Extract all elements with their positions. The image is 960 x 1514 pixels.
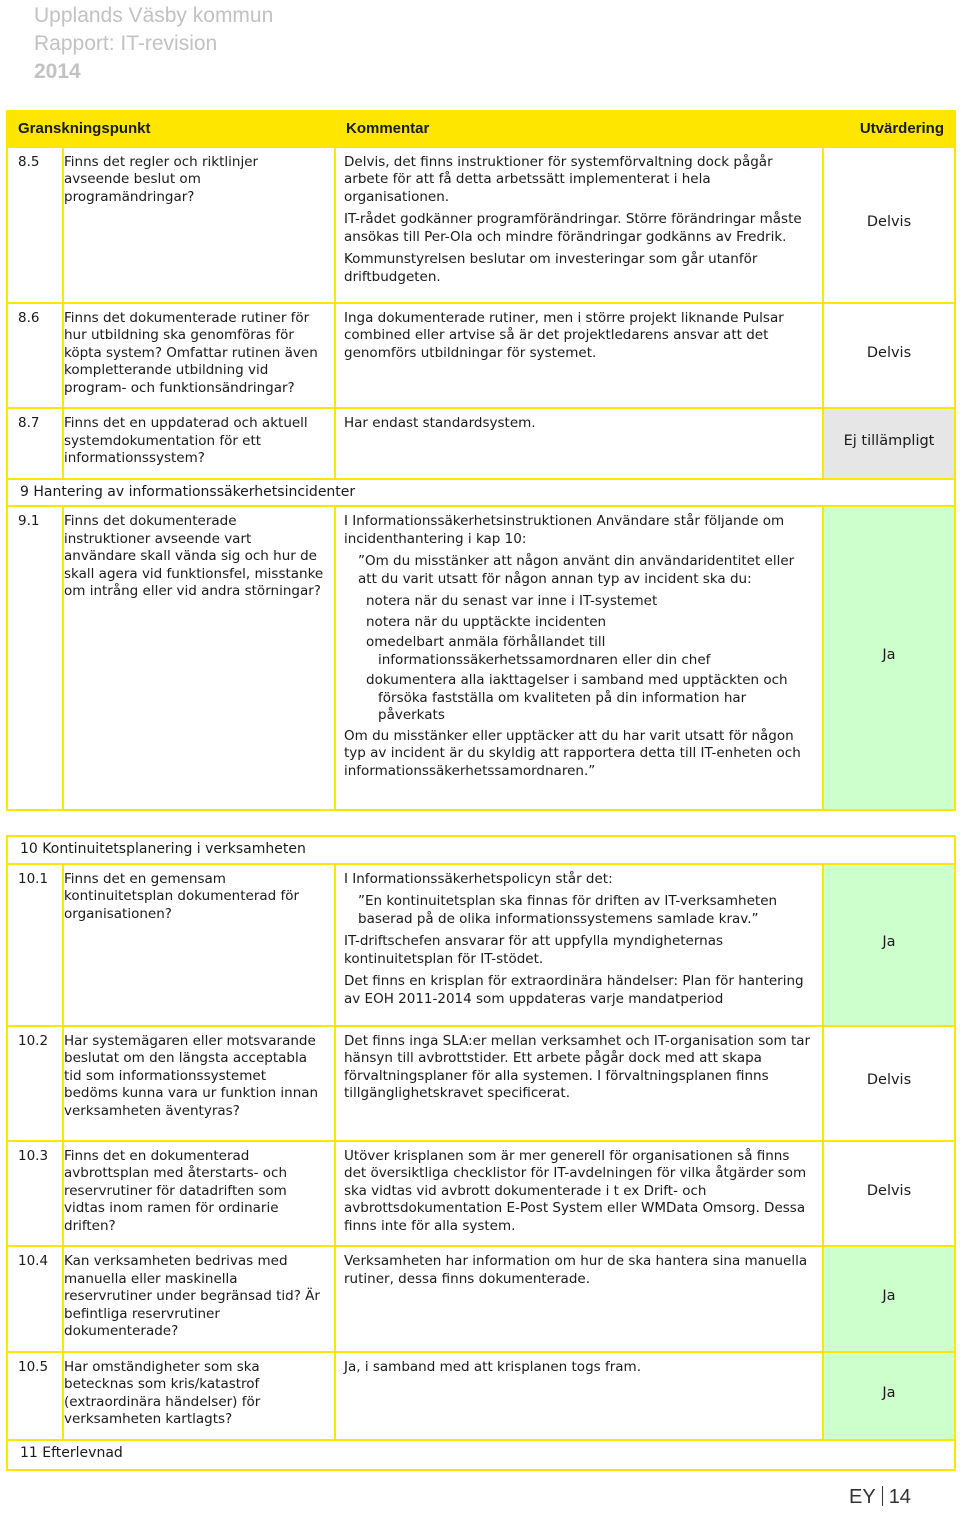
table-row — [7, 1141, 955, 1247]
bullet-continuation: försöka fastställa om kvaliteten på din information har påverkats — [378, 689, 747, 723]
row-question: Finns det en gemensam kontinuitetsplan dokumenterad för organisationen? — [63, 864, 335, 1026]
row-comment — [335, 408, 823, 479]
comment-bullet — [344, 614, 812, 632]
row-comment — [335, 506, 823, 810]
row-number: 9.1 — [7, 506, 63, 810]
row-question: Har systemägaren eller motsvarande beslutat om den längsta acceptabla tid som informationssystemet bedöms kunna vara ur funktion innan verksamheten äventyras? — [63, 1026, 335, 1141]
bullet-text: omedelbart anmäla förhållandet till — [366, 634, 606, 650]
row-comment — [335, 1352, 823, 1440]
row-number: 10.3 — [7, 1141, 63, 1247]
row-question: Finns det dokumenterade rutiner för hur utbildning ska genomföras för köpta system? Omfattar rutinen även kompletterande utbildning vid program- och funktionsändringar? — [63, 303, 335, 409]
row-comment — [335, 303, 823, 409]
comment-quote: ”Om du misstänker att någon använt din användaridentitet eller att du varit utsatt för någon annan typ av incident ska du: — [358, 553, 795, 587]
spacer-row — [7, 810, 955, 836]
row-comment — [335, 1141, 823, 1247]
comment-paragraph: Verksamheten har information om hur de ska hantera sina manuella rutiner, dessa finns dokumenterade. — [344, 1253, 808, 1287]
table-row — [7, 1352, 955, 1440]
row-comment — [335, 864, 823, 1026]
comment-paragraph: Utöver krisplanen som är mer generell för organisationen så finns det översiktliga checklistor för IT-avdelningen för vilka åtgärder som ska vidtas vid avbrott dokumenterade i t ex Drift- och avbrottsdokumentation E-Post System eller WMData Omsorg. Dessa finns inte för alla system. — [344, 1147, 807, 1234]
evaluation-cell: Delvis — [823, 303, 955, 409]
row-number: 8.5 — [7, 147, 63, 303]
column-header-comment: Kommentar — [335, 111, 823, 147]
row-number: 10.5 — [7, 1352, 63, 1440]
section-title: 11 Efterlevnad — [7, 1440, 955, 1470]
footer-brand: EY — [849, 1486, 876, 1508]
row-question: Finns det regler och riktlinjer avseende beslut om programändringar? — [63, 147, 335, 303]
column-header-evaluation: Utvärdering — [823, 111, 955, 147]
evaluation-cell: Ja — [823, 1246, 955, 1352]
section-heading-row — [7, 479, 955, 507]
comment-paragraph: Delvis, det finns instruktioner för systemförvaltning dock pågår arbete för att få detta arbetssätt implementerat i hela organisationen. — [344, 153, 773, 205]
column-header-point: Granskningspunkt — [7, 111, 335, 147]
row-number: 8.6 — [7, 303, 63, 409]
row-comment — [335, 1246, 823, 1352]
comment-paragraph: IT-driftschefen ansvarar för att uppfylla myndigheternas kontinuitetsplan för IT-stödet. — [344, 933, 724, 967]
table-row — [7, 408, 955, 479]
comment-paragraph: IT-rådet godkänner programförändringar. Större förändringar måste ansökas till Per-Ola och mindre förändringar godkänns av Fredrik. — [344, 211, 802, 245]
row-number: 10.4 — [7, 1246, 63, 1352]
header-report-title: Rapport: IT-revision — [34, 32, 218, 55]
comment-paragraph: I Informationssäkerhetsinstruktionen Användare står följande om incidenthantering i kap 10: — [344, 513, 785, 547]
section-heading-row — [7, 836, 955, 864]
table-header-row — [7, 111, 955, 147]
header-year: 2014 — [34, 60, 81, 83]
row-question: Har omständigheter som ska betecknas som kris/katastrof (extraordinära händelser) för verksamheten kartlagts? — [63, 1352, 335, 1440]
row-question: Finns det en dokumenterad avbrottsplan med återstarts- och reservrutiner för datadriften som vidtas inom ramen för ordinarie driften? — [63, 1141, 335, 1247]
evaluation-cell: Ja — [823, 864, 955, 1026]
table-row — [7, 506, 955, 810]
bullet-text: notera när du upptäckte incidenten — [366, 613, 607, 630]
comment-bullet — [344, 593, 812, 611]
evaluation-cell: Delvis — [823, 147, 955, 303]
comment-paragraph: Kommunstyrelsen beslutar om investeringar som går utanför driftbudgeten. — [344, 251, 758, 285]
audit-table — [6, 110, 956, 1471]
comment-paragraph: Har endast standardsystem. — [344, 415, 536, 431]
evaluation-cell: Ja — [823, 506, 955, 810]
row-question: Finns det dokumenterade instruktioner avseende vart användare skall vända sig och hur de skall agera vid funktionsfel, misstanke om intrång eller vid andra störningar? — [63, 506, 335, 810]
evaluation-cell: Delvis — [823, 1026, 955, 1141]
comment-paragraph: Om du misstänker eller upptäcker att du har varit utsatt för någon typ av incident är du skyldig att rapportera detta till IT-enheten och informationssäkerhetssamordnaren.” — [344, 727, 801, 779]
page-footer — [849, 1486, 911, 1509]
evaluation-cell: Ej tillämpligt — [823, 408, 955, 479]
table-row — [7, 1026, 955, 1141]
row-number: 10.1 — [7, 864, 63, 1026]
table-row — [7, 1246, 955, 1352]
comment-quote: ”En kontinuitetsplan ska finnas för driften av IT-verksamheten baserad på de olika informationssystemens samlade krav.” — [358, 893, 778, 927]
row-comment — [335, 1026, 823, 1141]
row-question: Kan verksamheten bedrivas med manuella eller maskinella reservrutiner under begränsad tid? Är befintliga reservrutiner dokumenterade? — [63, 1246, 335, 1352]
header-municipality: Upplands Väsby kommun — [34, 4, 274, 27]
row-number: 8.7 — [7, 408, 63, 479]
document-header — [34, 2, 273, 86]
section-title: 9 Hantering av informationssäkerhetsincidenter — [7, 479, 955, 507]
comment-paragraph: Ja, i samband med att krisplanen togs fram. — [344, 1358, 641, 1375]
comment-paragraph: Det finns en krisplan för extraordinära händelser: Plan för hantering av EOH 2011-2014 som uppdateras varje mandatperiod — [344, 973, 804, 1007]
comment-bullet — [344, 634, 812, 669]
evaluation-cell: Ja — [823, 1352, 955, 1440]
bullet-text: notera när du senast var inne i IT-systemet — [366, 593, 658, 609]
comment-paragraph: Det finns inga SLA:er mellan verksamhet och IT-organisation som tar hänsyn till avbrottstider. Ett arbete pågår dock med att skapa förvaltningsplaner för alla systemen. I förvaltningsplanen finns tillgänglighetskravet specificerat. — [344, 1032, 811, 1101]
comment-paragraph: I Informationssäkerhetspolicyn står det: — [344, 870, 613, 887]
comment-paragraph: Inga dokumenterade rutiner, men i större projekt liknande Pulsar combined eller artvise så är det projektledarens ansvar att det genomförs utbildningar för systemet. — [344, 309, 784, 361]
bullet-continuation: informationssäkerhetssamordnaren eller din chef — [378, 651, 711, 668]
table-row — [7, 147, 955, 303]
comment-bullet — [344, 672, 812, 725]
table-row — [7, 864, 955, 1026]
table-row — [7, 303, 955, 409]
row-question: Finns det en uppdaterad och aktuell systemdokumentation för ett informationssystem? — [63, 408, 335, 479]
section-title: 10 Kontinuitetsplanering i verksamheten — [7, 836, 955, 864]
bullet-text: dokumentera alla iakttagelser i samband med upptäckten och — [366, 672, 788, 688]
footer-page-number: 14 — [888, 1486, 911, 1508]
footer-divider — [882, 1486, 883, 1506]
section-heading-row — [7, 1440, 955, 1470]
evaluation-cell: Delvis — [823, 1141, 955, 1247]
row-number: 10.2 — [7, 1026, 63, 1141]
row-comment — [335, 147, 823, 303]
